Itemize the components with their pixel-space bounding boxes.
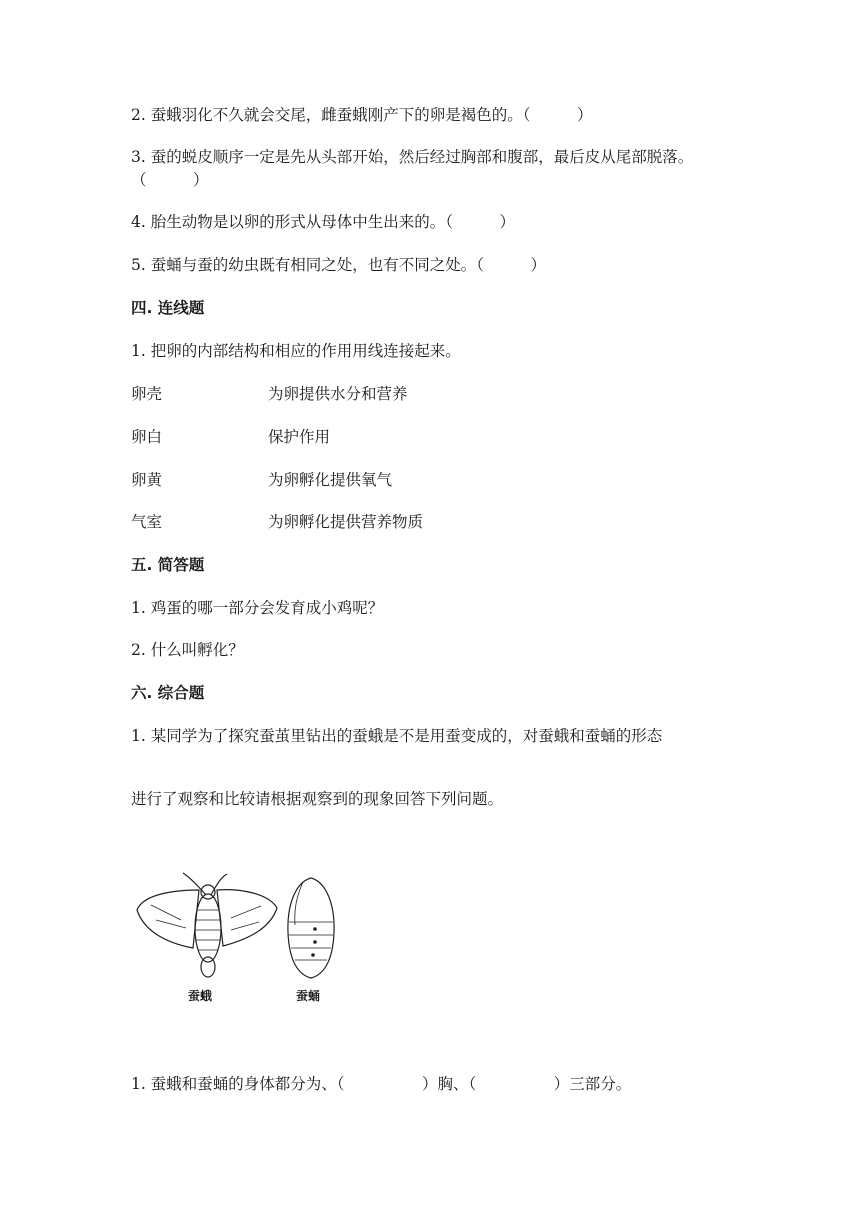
moth-caption: 蚕蛾 xyxy=(188,989,213,1003)
matching-right-1: 为卵提供水分和营养 xyxy=(268,385,408,403)
judgment-q3: 3. 蚕的蜕皮顺序一定是先从头部开始，然后经过胸部和腹部，最后皮从尾部脱落。（ ） xyxy=(131,148,694,189)
comprehensive-heading: 六. 综合题 xyxy=(131,684,205,702)
judgment-q2: 2. 蚕蛾羽化不久就会交尾，雌蚕蛾刚产下的卵是褐色的。（ ） xyxy=(131,106,593,124)
comprehensive-sub-q1: 1. 蚕蛾和蚕蛹的身体都分为、（ ）胸、（ ）三部分。 xyxy=(131,1075,632,1093)
short-answer-heading: 五. 简答题 xyxy=(131,556,205,574)
matching-heading: 四. 连线题 xyxy=(131,299,205,317)
matching-left-4: 气室 xyxy=(131,513,163,531)
matching-question: 1. 把卵的内部结构和相应的作用用线连接起来。 xyxy=(131,342,461,360)
silk-moth-drawing xyxy=(137,873,277,977)
judgment-q4: 4. 胎生动物是以卵的形式从母体中生出来的。（ ） xyxy=(131,213,515,231)
matching-left-1: 卵壳 xyxy=(131,385,163,403)
moth-pupa-figure xyxy=(131,870,351,1010)
judgment-q5: 5. 蚕蛹与蚕的幼虫既有相同之处，也有不同之处。（ ） xyxy=(131,256,546,274)
comprehensive-q1-line1: 1. 某同学为了探究蚕茧里钻出的蚕蛾是不是用蚕变成的，对蚕蛾和蚕蛹的形态 xyxy=(131,727,663,745)
short-answer-q2: 2. 什么叫孵化？ xyxy=(131,641,244,659)
matching-right-2: 保护作用 xyxy=(268,428,331,446)
silk-pupa-drawing xyxy=(288,878,334,978)
short-answer-q1: 1. 鸡蛋的哪一部分会发育成小鸡呢？ xyxy=(131,599,384,617)
matching-left-3: 卵黄 xyxy=(131,471,163,489)
pupa-caption: 蚕蛹 xyxy=(296,989,321,1003)
matching-right-3: 为卵孵化提供氧气 xyxy=(268,471,393,489)
matching-right-4: 为卵孵化提供营养物质 xyxy=(268,513,424,531)
comprehensive-q1-line2: 进行了观察和比较请根据观察到的现象回答下列问题。 xyxy=(131,790,504,808)
matching-left-2: 卵白 xyxy=(131,428,163,446)
